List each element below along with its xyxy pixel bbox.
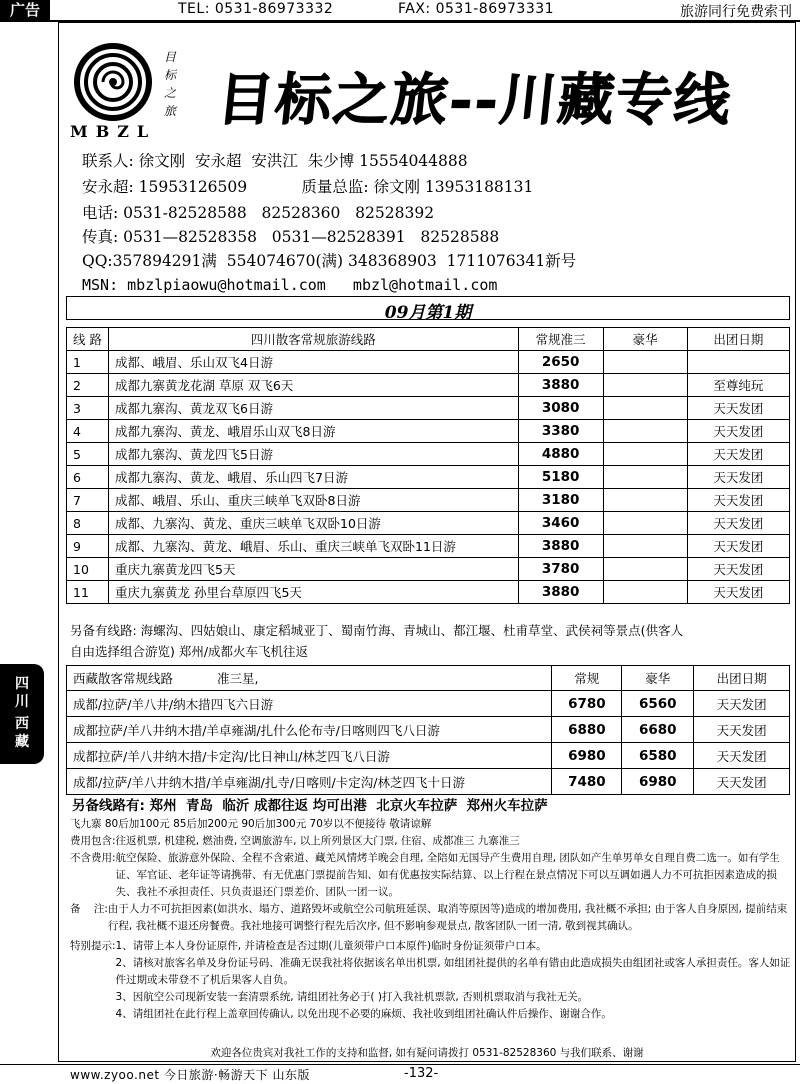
col-header-luxury: 豪华 [622,666,694,691]
route-number: 7 [67,489,109,512]
col-header-date: 出团日期 [694,666,790,691]
age-surcharge: 飞九寨 80后加100元 85后加200元 90后加300元 70岁以不便接待 敬请谅解 [70,818,432,830]
contact-fax: 传真: 0531—82528358 0531—82528391 82528588 [82,228,500,246]
contact-qq: QQ:357894291满 554074670(满) 348368903 1711076341新号 [82,252,577,270]
table-header-row [67,328,790,351]
route-name: 成都、峨眉、乐山、重庆三峡单飞双卧8日游 [108,489,518,512]
route-name: 成都九寨黄龙花湖 草原 双飞6天 [108,374,518,397]
standard-price: 2650 [518,351,603,374]
departure-date: 天天发团 [687,489,789,512]
route-name: 成都、峨眉、乐山双飞4日游 [108,351,518,374]
standard-price: 3880 [518,374,603,397]
route-number: 4 [67,420,109,443]
route-name: 成都九寨沟、黄龙、峨眉、乐山四飞7日游 [108,466,518,489]
col-header-standard: 常规 [552,666,622,691]
standard-price: 6780 [552,691,622,717]
contact-phone: 电话: 0531-82528588 82528360 82528392 [82,204,435,222]
section-tab-sichuan-tibet [0,664,44,764]
route-name: 成都九寨沟、黄龙四飞5日游 [108,443,518,466]
route-name: 成都拉萨/羊八井纳木措/羊卓雍湖/扎什么伦布寺/日喀则四飞八日游 [67,717,552,743]
standard-price: 7480 [552,769,622,795]
table-row [67,691,790,717]
route-number: 6 [67,466,109,489]
top-tel: TEL: 0531-86973332 [178,1,334,17]
departure-date: 至尊纯玩 [687,374,789,397]
page-number: -132- [404,1066,439,1081]
luxury-price: 6680 [622,717,694,743]
note-label: 备 注: [70,903,108,915]
route-name: 重庆九寨黄龙 孙里台草原四飞5天 [108,581,518,604]
luxury-price [603,535,687,558]
route-number: 9 [67,535,109,558]
departure-date: 天天发团 [687,512,789,535]
excluded-row [70,850,792,901]
route-name: 成都九寨沟、黄龙、峨眉乐山双飞8日游 [108,420,518,443]
ad-label: 广告 [0,0,50,20]
luxury-price [603,351,687,374]
departure-date: 天天发团 [687,581,789,604]
table-row [67,769,790,795]
table-row [67,351,790,374]
top-fax: FAX: 0531-86973331 [398,1,555,17]
table-row [67,397,790,420]
tibet-alt-routes: 另备线路有: 郑州 青岛 临沂 成都往返 均可出港 北京火车拉萨 郑州火车拉萨 [72,798,548,814]
tab-char: 藏 [15,734,29,750]
route-name: 成都/拉萨/羊八井/纳木措四飞六日游 [67,691,552,717]
col-header-route: 线 路 [67,328,109,351]
standard-price: 3880 [518,535,603,558]
table-row [67,374,790,397]
route-name: 成都拉萨/羊八井纳木措/卡定沟/比日神山/林芝四飞八日游 [67,743,552,769]
route-number: 10 [67,558,109,581]
departure-date: 天天发团 [687,420,789,443]
tibet-header-grade: 准三星, [217,671,259,686]
luxury-price [603,466,687,489]
table-row [67,535,790,558]
excluded-label: 不含费用: [70,852,116,864]
table-row [67,717,790,743]
col-header-date: 出团日期 [687,328,789,351]
route-number: 1 [67,351,109,374]
welcome-note: 欢迎各位贵宾对我社工作的支持和监督, 如有疑问请拨打 0531-82528360 与我们联系、谢谢 [210,1047,644,1059]
contact-quality: 安永超: 15953126509 质量总监: 徐文刚 13953188131 [82,178,534,196]
departure-date [687,351,789,374]
tab-char: 川 [15,694,29,710]
luxury-price: 6980 [622,769,694,795]
luxury-price: 6560 [622,691,694,717]
col-header-name: 四川散客常规旅游线路 [108,328,518,351]
brand-title: 目标之旅--川藏专线 [214,67,736,133]
tibet-header-name [67,666,552,691]
other-routes-line2: 自由选择组合游览) 郑州/成都火车飞机往返 [70,644,309,659]
route-name: 成都、九寨沟、黄龙、峨眉、乐山、重庆三峡单飞双卧11日游 [108,535,518,558]
logo-letters: MBZL [70,122,157,141]
col-header-standard: 常规准三 [518,328,603,351]
col-header-luxury: 豪华 [603,328,687,351]
luxury-price: 6580 [622,743,694,769]
footer-site: www.zyoo.net 今日旅游·畅游天下 山东版 [70,1068,310,1082]
departure-date: 天天发团 [694,769,790,795]
terms-block [70,816,792,1023]
tab-char: 四 [15,676,29,692]
sichuan-route-table [66,327,790,604]
included-text: 往返机票, 机建税, 燃油费, 空调旅游车, 以上所列景区大门票, 住宿、成都准三 九寨准三 [115,835,520,847]
luxury-price [603,581,687,604]
note-row [70,901,792,935]
logo-side-text: 目标之旅 [164,50,177,118]
table-row [67,489,790,512]
tips-label: 特别提示: [70,940,116,952]
table-row [67,443,790,466]
table-row [67,512,790,535]
table-row [67,581,790,604]
table-row [67,466,790,489]
route-name: 重庆九寨黄龙四飞5天 [108,558,518,581]
tip-item: 4、请组团社在此行程上盖章回传确认, 以免出现不必要的麻烦、我社收到组团社确认件后操作、谢谢合作。 [115,1008,612,1020]
standard-price: 3780 [518,558,603,581]
departure-date: 天天发团 [687,535,789,558]
route-number: 8 [67,512,109,535]
tips-list [116,938,792,1023]
standard-price: 3080 [518,397,603,420]
route-number: 5 [67,443,109,466]
route-name: 成都/拉萨/羊八井纳木措/羊卓雍湖/扎寺/日喀则/卡定沟/林芝四飞十日游 [67,769,552,795]
standard-price: 3380 [518,420,603,443]
other-routes-line1: 另备有线路: 海螺沟、四姑娘山、康定稻城亚丁、蜀南竹海、青城山、都江堰、杜甫草堂、武侯祠等景点(供客人 [70,623,684,638]
tips-row [70,938,792,1023]
luxury-price [603,512,687,535]
standard-price: 4880 [518,443,603,466]
luxury-price [603,420,687,443]
tip-item: 1、请带上本人身份证原件, 并请检查是否过期(儿童须带户口本原件)临时身份证须带户口本。 [115,940,547,952]
table-header-row [67,666,790,691]
excluded-text: 航空保险、旅游意外保险、全程不含索道、藏羌风情烤羊晚会自理, 全陪如无国导产生费用自理, 团队如产生单男单女自理自费二选一。如有学生证、军官证、老年证等请携带、有无优惠门票提前告知、如有优惠按实际结算、以上行程在景点情况下可以互调如遇人力不可抗拒因素造成的损失、我社不承担责任、只负责退还门票差价、团队一团一议。 [115,852,780,898]
tip-item: 2、请核对旅客名单及身份证号码、准确无误我社将依据该名单出机票, 如组团社提供的名单有错由此造成损失由组团社或客人承担责任。客人如证件过期或未带登不了机后果客人自负。 [115,957,791,986]
luxury-price [603,374,687,397]
luxury-price [603,558,687,581]
departure-date: 天天发团 [687,397,789,420]
standard-price: 3880 [518,581,603,604]
departure-date: 天天发团 [687,466,789,489]
contact-msn: MSN: mbzlpiaowu@hotmail.com mbzl@hotmail.com [82,276,498,294]
table-row [67,743,790,769]
route-name: 成都、九寨沟、黄龙、重庆三峡单飞双卧10日游 [108,512,518,535]
period-header [66,296,790,323]
standard-price: 6880 [552,717,622,743]
table-row [67,420,790,443]
departure-date: 天天发团 [694,717,790,743]
departure-date: 天天发团 [687,558,789,581]
route-name: 成都九寨沟、黄龙双飞6日游 [108,397,518,420]
route-number: 2 [67,374,109,397]
company-logo [68,40,208,145]
standard-price: 3460 [518,512,603,535]
route-number: 11 [67,581,109,604]
contact-people: 联系人: 徐文刚 安永超 安洪江 朱少博 15554044888 [82,152,468,170]
tab-char: 西 [15,716,29,732]
note-text: 由于人力不可抗拒因素(如洪水、塌方、道路毁坏或航空公司航班延误、取消等原因等)造成的增加费用, 我社概不承担; 由于客人自身原因, 提前结束行程, 我社概不退还房餐费。我社地接可调整行程先后次序, 但不影响参观景点, 散客团队一团一清, 敬到视其确认。 [107,903,788,932]
included-label: 费用包含: [70,835,116,847]
route-number: 3 [67,397,109,420]
standard-price: 6980 [552,743,622,769]
tip-item: 3、因航空公司现新安装一套清票系统, 请组团社务必于( )打入我社机票款, 否则机票取消与我社无关。 [115,991,589,1003]
included-row [70,833,792,850]
departure-date: 天天发团 [694,691,790,717]
luxury-price [603,489,687,512]
table-row [67,558,790,581]
tibet-route-table [66,665,790,795]
tibet-header-title: 西藏散客常规线路 [73,671,174,686]
departure-date: 天天发团 [694,743,790,769]
standard-price: 5180 [518,466,603,489]
top-right-tagline: 旅游同行免费索刊 [680,4,792,20]
standard-price: 3180 [518,489,603,512]
luxury-price [603,443,687,466]
period-label: 09月第1期 [384,303,472,323]
luxury-price [603,397,687,420]
departure-date: 天天发团 [687,443,789,466]
